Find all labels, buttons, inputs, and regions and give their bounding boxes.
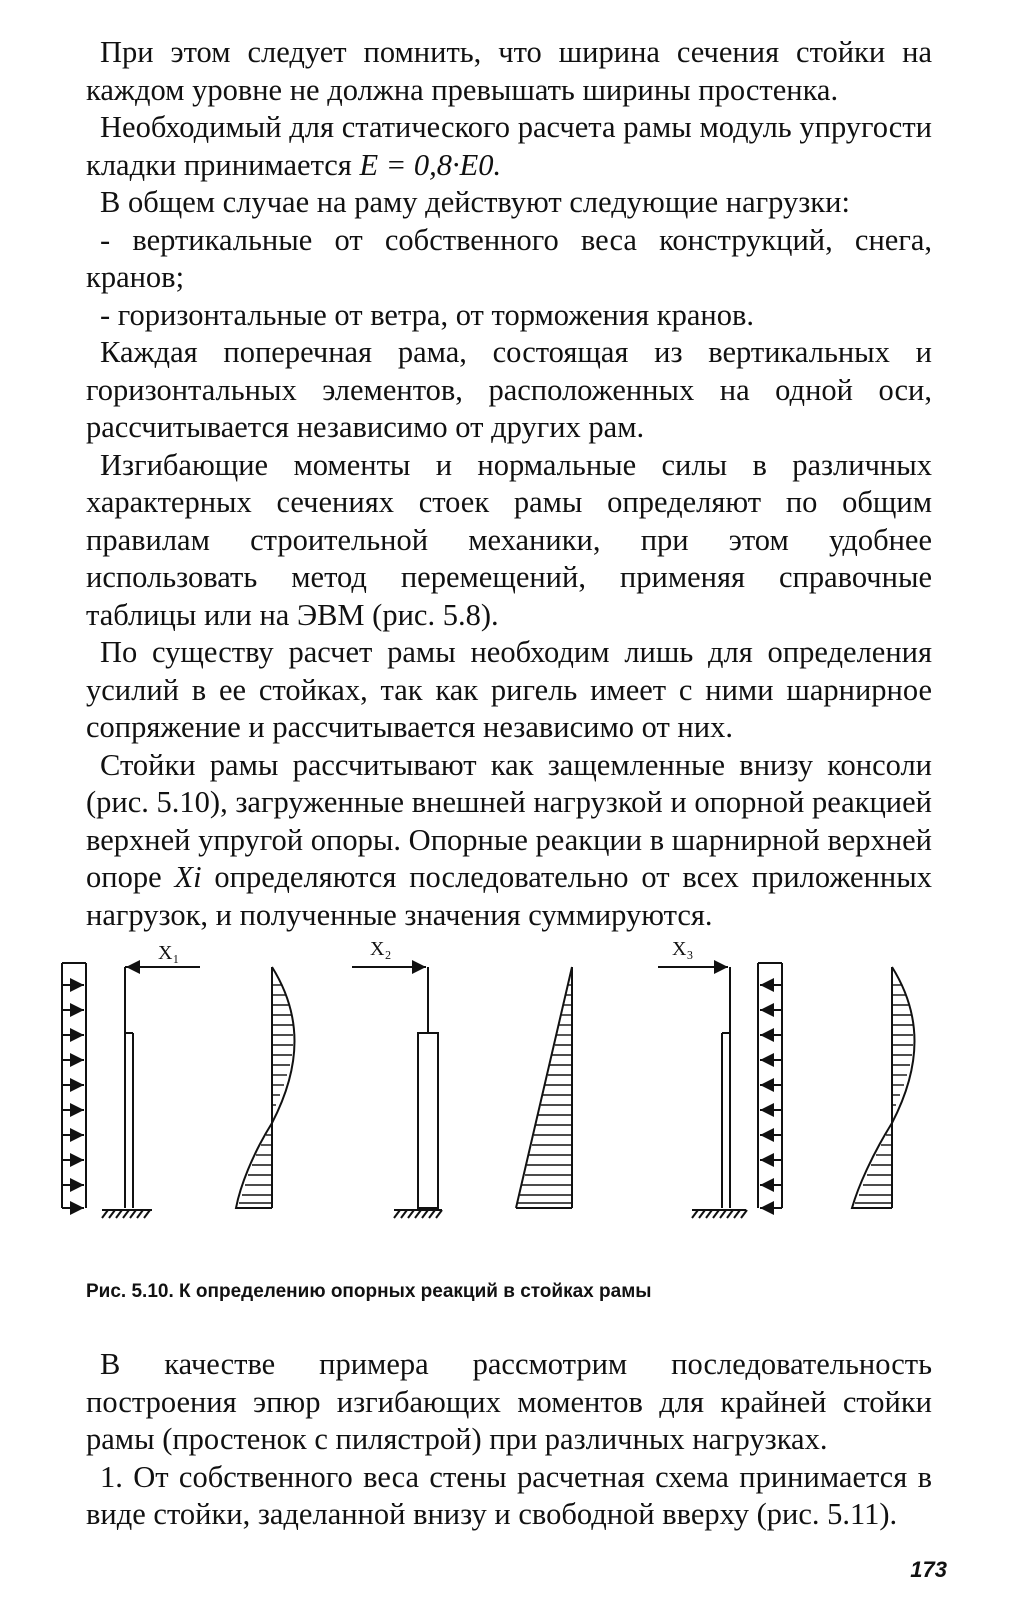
support-hatch-3: [692, 1210, 747, 1218]
paragraph: [86, 109, 932, 184]
reaction-label-x3: X₃: [672, 938, 694, 960]
column-2: [352, 967, 438, 1208]
paragraph: [86, 747, 932, 935]
paragraph: В общем случае на раму действуют следующие нагрузки:: [100, 185, 850, 219]
paragraph: По существу расчет рамы необходим лишь для определения усилий в ее стойках, так как ригель имеет с ними шарнирное сопряжение и рассчитывается независимо от них.: [86, 635, 932, 744]
support-hatch-2: [394, 1210, 442, 1218]
reaction-label-x2: X₂: [370, 938, 392, 960]
paragraph: 1. От собственного веса стены расчетная схема принимается в виде стойки, заделанной внизу и свободной вверху (рис. 5.11).: [86, 1459, 932, 1531]
support-hatch-1: [102, 1210, 152, 1218]
variable: Xi: [174, 860, 202, 894]
page-number: 173: [910, 1557, 947, 1582]
main-text: [86, 34, 932, 934]
paragraph-text: определяются последовательно от всех приложенных нагрузок, и полученные значения суммируются.: [86, 860, 932, 932]
paragraph: Каждая поперечная рама, состоящая из вертикальных и горизонтальных элементов, расположенных на одной оси, рассчитывается независимо от других рам.: [86, 335, 932, 444]
column-3: [658, 967, 730, 1208]
paragraph-text: Необходимый для статического расчета рамы модуль упругости кладки принимается: [86, 110, 932, 182]
distributed-load-1: [62, 963, 86, 1208]
moment-diagram-2: [516, 967, 572, 1208]
paragraph-text: Стойки рамы рассчитывают как защемленные внизу консоли (рис. 5.10), загруженные внешней нагрузкой и опорной реакцией верхней упругой опоры. Опорные реакции в шарнирной верхней опоре: [86, 747, 932, 894]
distributed-load-3: [758, 963, 782, 1208]
list-item: - горизонтальные от ветра, от торможения кранов.: [100, 297, 754, 332]
moment-diagram-1: [236, 967, 295, 1208]
list-item: - вертикальные от собственного веса конструкций, снега, кранов;: [86, 222, 932, 294]
main-text-continued: [86, 1346, 932, 1534]
paragraph: В качестве примера рассмотрим последовательность построения эпюр изгибающих моментов для крайней стойки рамы (простенок с пилястрой) при различных нагрузках.: [86, 1347, 932, 1456]
moment-diagram-3: [852, 967, 915, 1208]
column-1: [125, 967, 200, 1208]
paragraph: При этом следует помнить, что ширина сечения стойки на каждом уровне не должна превышать ширины простенка.: [86, 35, 932, 107]
figure-frame-reactions: [40, 925, 990, 1245]
reaction-label-x1: X₁: [158, 942, 180, 964]
paragraph: Изгибающие моменты и нормальные силы в различных характерных сечениях стоек рамы определяют по общим правилам строительной механики, при этом удобнее использовать метод перемещений, применяя справочные таблицы или на ЭВМ (рис. 5.8).: [86, 447, 932, 632]
formula: E = 0,8·E0.: [359, 147, 502, 182]
figure-caption: Рис. 5.10. К определению опорных реакций в стойках рамы: [86, 1281, 652, 1302]
